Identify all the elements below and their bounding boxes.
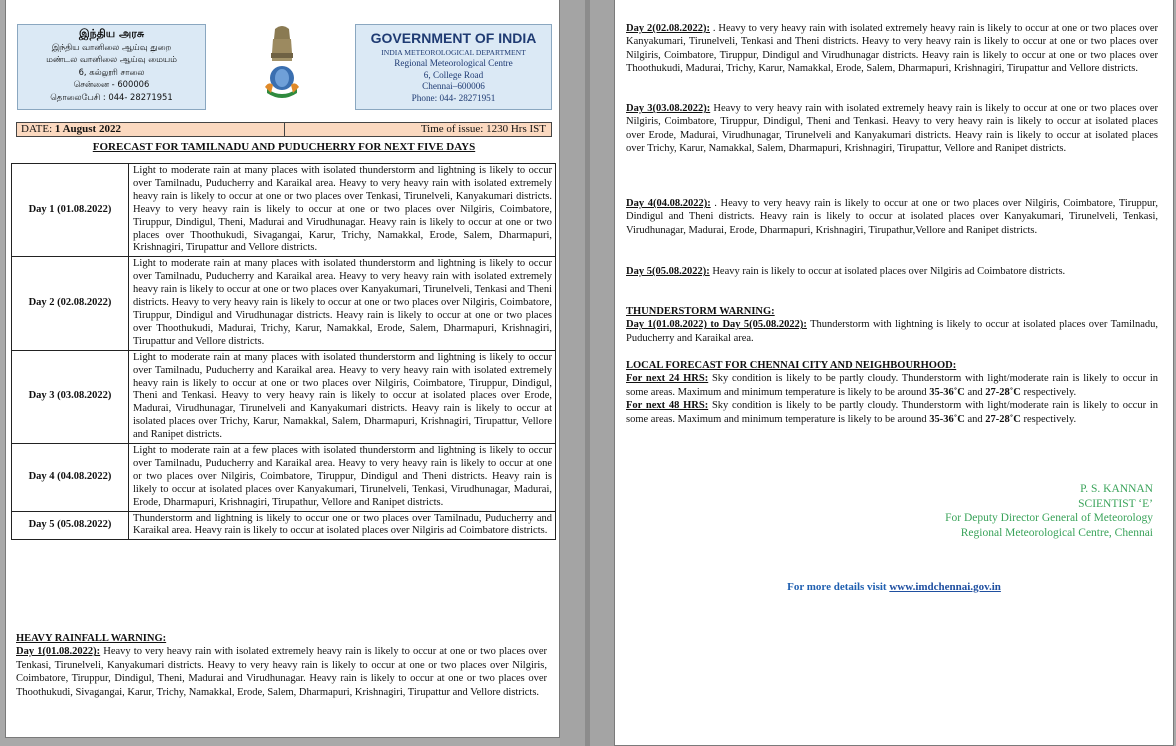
website-link[interactable]: www.imdchennai.gov.in — [889, 581, 1001, 593]
thunderstorm-title: THUNDERSTORM WARNING: — [626, 306, 775, 317]
h48-and: and — [964, 413, 986, 425]
page-1 — [5, 0, 560, 738]
national-emblem-icon — [263, 23, 301, 103]
heavy-rainfall-day4 — [626, 197, 1158, 237]
day5-text: Heavy rain is likely to occur at isolated places over Nilgiris ad Coimbatore districts. — [709, 266, 1066, 277]
forecast-text-cell: Light to moderate rain at many places with isolated thunderstorm and lightning is likely to occur over Tamilnadu, Puducherry and Karaikal area. Heavy to very heavy rain with isolated extremely heavy rain is likely to occur at one or two places over Nilgiris, Coimbatore, Tiruppur, Dindigul, Theni and Tenkasi. Heavy to very heavy rain is likely to occur at isolated places over Erode, Madurai, Virudhunagar, Tirunelveli and Kanyakumari districts. Heavy rain is likely to occur at isolated places over Trichy, Karur, Namakkal, Salem, Dharmapuri, Krishnagiri, Tirupattur, Vellore and Ranipet districts. — [129, 350, 556, 443]
heavy-rainfall-day2 — [626, 22, 1158, 76]
h24-text: Sky condition is likely to be partly cloudy. Thunderstorm with light/moderate rain is likely to occur in some areas. Maximum and minimum temperature is likely to be around — [626, 373, 1158, 398]
date-label: DATE: — [21, 123, 53, 135]
table-row — [12, 257, 556, 350]
imd-name: INDIA METEOROLOGICAL DEPARTMENT — [381, 48, 526, 57]
h48-max: 35-36˚C — [929, 413, 965, 425]
thunderstorm-label: Day 1(01.08.2022) to Day 5(05.08.2022): — [626, 319, 807, 331]
english-header-box — [355, 24, 552, 110]
issue-time: Time of issue: 1230 Hrs IST — [420, 123, 546, 135]
day5-label: Day 5(05.08.2022): — [626, 266, 710, 277]
tamil-header-box — [17, 24, 206, 110]
page-2 — [614, 0, 1174, 746]
thunderstorm-warning — [626, 305, 1158, 345]
address-city: Chennai–600006 — [422, 81, 485, 92]
rmc-name: Regional Meteorological Centre — [394, 58, 513, 69]
table-row — [12, 164, 556, 257]
tamil-line-1: இந்திய அரசு — [78, 27, 145, 40]
heavy-rainfall-title: HEAVY RAINFALL WARNING: — [16, 633, 167, 644]
date-field — [21, 123, 121, 136]
h24-max: 35-36˚C — [929, 386, 965, 398]
chennai-48h — [626, 399, 1158, 426]
heavy-rainfall-day5 — [626, 265, 1158, 278]
table-row — [12, 511, 556, 540]
date-value: 1 August 2022 — [54, 123, 121, 135]
tamil-line-5: சென்னை - 600006 — [73, 79, 150, 90]
h48-text: Sky condition is likely to be partly cloudy. Thunderstorm with light/moderate rain is likely to occur in some areas. Maximum and minimum temperature is likely to be around — [626, 400, 1158, 425]
day2-label: Day 2(02.08.2022): — [626, 23, 710, 34]
day3-label: Day 3(03.08.2022): — [626, 103, 711, 114]
h24-label: For next 24 HRS: — [626, 373, 709, 385]
tamil-line-6: தொலைபேசி : 044- 28271951 — [50, 91, 173, 102]
signatory-name: P. S. KANNAN — [1080, 483, 1153, 495]
day-cell: Day 4 (04.08.2022) — [12, 444, 129, 512]
forecast-text-cell: Light to moderate rain at many places with isolated thunderstorm and lightning is likely to occur over Tamilnadu, Puducherry and Karaikal area. Heavy to very heavy rain with isolated extremely heavy rain is likely to occur at one or two places over Tenkasi, Tirunelveli, Kanyakumari districts. Heavy to very heavy rain is likely to occur at one or two places over Nilgiris, Coimbatore, Tiruppur, Dindigul, Theni, Madurai and Virudhunagar. Heavy rain is likely to occur at one or two places over Thoothukudi, Sivagangai, Karur, Trichy, Namakkal, Erode, Salem, Dharmapuri, Krishnagiri, Tirupattur and Vellore districts. — [129, 164, 556, 257]
tamil-line-4: 6, கல்லூரி சாலை — [78, 66, 145, 77]
gov-title: GOVERNMENT OF INDIA — [370, 30, 537, 46]
h48-end: respectively. — [1020, 413, 1077, 425]
table-row — [12, 444, 556, 512]
chennai-title: LOCAL FORECAST FOR CHENNAI CITY AND NEIGHBOURHOOD: — [626, 360, 957, 371]
signatory-line3: For Deputy Director General of Meteorology — [945, 512, 1153, 525]
day2-text: . Heavy to very heavy rain with isolated extremely heavy rain is likely to occur at one or two places over Kanyakumari, Tirunelveli, Tenkasi and Theni districts. Heavy to very heavy rain is likely to occur at one or two places over Nilgiris, Coimbatore, Tiruppur, Dindigul and Virudhunagar districts. Heavy rain is likely to occur at one or two places over Thoothukudi, Madurai, Trichy, Karur, Namakkal, Erode, Salem, Dharmapuri, Krishnagiri, Tirupattur and Vellore districts. — [626, 23, 1158, 75]
h24-and: and — [964, 386, 986, 398]
signature-block — [945, 482, 1153, 540]
day1-text: Heavy to very heavy rain with isolated extremely heavy rain is likely to occur at one or two places over Tenkasi, Tirunelveli, Kanyakumari districts. Heavy to very heavy rain is likely to occur at one or two places over Nilgiris, Coimbatore, Tiruppur, Dindigul, Theni, Madurai and Virudhunagar. Heavy rain is likely to occur at one or two places over Thoothukudi, Sivagangai, Karur, Trichy, Namakkal, Erode, Salem, Dharmapuri, Krishnagiri, Tirupattur and Vellore districts. — [16, 646, 547, 698]
day3-text: Heavy to very heavy rain with isolated extremely heavy rain is likely to occur at one or two places over Nilgiris, Coimbatore, Tiruppur, Dindigul, Theni and Tenkasi. Heavy to very heavy rain is likely to occur at isolated places over Erode, Madurai, Virudhunagar, Tirunelveli and Kanyakumari districts. Heavy rain is likely to occur at isolated places over Trichy, Karur, Namakkal, Salem, Dharmapuri, Krishnagiri, Tirupattur, Vellore and Ranipet districts. — [626, 103, 1158, 155]
phone: Phone: 044- 28271951 — [411, 92, 496, 103]
h48-label: For next 48 HRS: — [626, 400, 709, 412]
heavy-rainfall-day3 — [626, 102, 1158, 156]
chennai-forecast — [626, 359, 1158, 426]
table-row — [12, 350, 556, 443]
more-details-text: For more details visit — [787, 581, 890, 593]
h24-min: 27-28˚C — [985, 386, 1021, 398]
h24-end: respectively. — [1020, 386, 1077, 398]
tamil-line-2: இந்திய வானிலை ஆய்வு துறை — [51, 41, 172, 52]
date-bar — [16, 122, 552, 137]
day-cell: Day 5 (05.08.2022) — [12, 511, 129, 540]
h48-min: 27-28˚C — [985, 413, 1021, 425]
thunderstorm-text: Thunderstorm with lightning is likely to occur at isolated places over Tamilnadu, Puducherry and Karaikal area. — [626, 319, 1158, 344]
forecast-title: FORECAST FOR TAMILNADU AND PUDUCHERRY FOR NEXT FIVE DAYS — [92, 141, 476, 153]
day-cell: Day 3 (03.08.2022) — [12, 350, 129, 443]
day4-label: Day 4(04.08.2022): — [626, 198, 711, 209]
day4-text: . Heavy to very heavy rain is likely to occur at one or two places over Nilgiris, Coimbatore, Tiruppur, Dindigul and Theni districts. Heavy rain is likely to occur at isolated places over Kanyakumari, Tirunelveli, Tenkasi, Virudhunagar, Madurai, Erode, Dharmapuri, Krishnagiri, Tirupathur,Vellore and Ranipet districts. — [626, 198, 1158, 236]
day-cell: Day 1 (01.08.2022) — [12, 164, 129, 257]
day1-label: Day 1(01.08.2022): — [16, 646, 101, 658]
forecast-text-cell: Light to moderate rain at many places with isolated thunderstorm and lightning is likely to occur over Tamilnadu, Puducherry and Karaikal area. Heavy to very heavy rain with isolated extremely heavy rain is likely to occur at one or two places over Kanyakumari, Tirunelveli, Tenkasi and Theni districts. Heavy to very heavy rain is likely to occur at one or two places over Nilgiris, Coimbatore, Tiruppur, Dindigul and Virudhunagar districts. Heavy rain is likely to occur at one or two places over Thoothukudi, Madurai, Trichy, Karur, Namakkal, Erode, Salem, Dharmapuri, Krishnagiri, Tirupattur and Vellore districts. — [129, 257, 556, 350]
page-gap — [560, 0, 614, 746]
signatory-line4: Regional Meteorological Centre, Chennai — [960, 526, 1153, 539]
forecast-text-cell: Thunderstorm and lightning is likely to occur one or two places over Tamilnadu, Puducherry and Karaikal area. Heavy rain is likely to occur at isolated places over Nilgiris ad Coimbatore districts. — [129, 511, 556, 540]
address-road: 6, College Road — [423, 69, 484, 80]
tamil-line-3: மண்டல வானிலை ஆய்வு மையம் — [46, 54, 177, 65]
forecast-table — [11, 163, 556, 540]
day-cell: Day 2 (02.08.2022) — [12, 257, 129, 350]
heavy-rainfall-day1 — [16, 632, 547, 699]
forecast-text-cell: Light to moderate rain at a few places with isolated thunderstorm and lightning is likely to occur over Tamilnadu, Puducherry and Karaikal area. Heavy to very heavy rain is likely to occur at one or two places over Nilgiris, Coimbatore, Tiruppur, Dindigul and Theni districts. Heavy rain is likely to occur at isolated places over Kanyakumari, Tirunelveli, Tenkasi, Virudhunagar, Madurai, Erode, Dharmapuri, Krishnagiri, Tirupathur, Vellore and Ranipet districts. — [129, 444, 556, 512]
signatory-title: SCIENTIST ‘E’ — [1078, 497, 1153, 510]
chennai-24h — [626, 372, 1158, 399]
more-details — [615, 581, 1173, 593]
